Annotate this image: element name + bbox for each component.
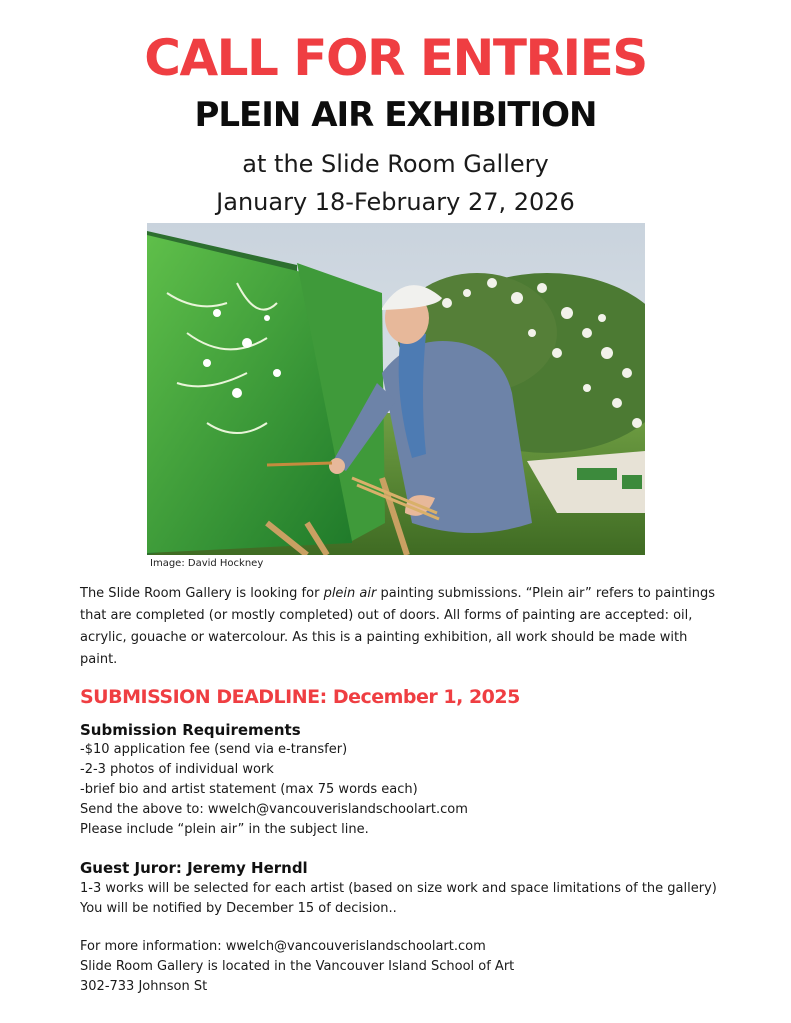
intro-paragraph	[80, 583, 720, 671]
juror-line: 1-3 works will be selected for each artist (based on size work and space limitations of the gallery)	[80, 881, 717, 896]
hero-photo	[147, 223, 645, 555]
intro-text-2: painting submissions. “Plein air” refers to paintings that are completed (or mostly completed) out of doors. All forms of painting are accepted: oil, acrylic, gouache or watercolour. As this is a painting exhibition, all work should be made with paint.	[80, 586, 716, 667]
requirement-line: -$10 application fee (send via e-transfer)	[80, 742, 348, 757]
info-line: 302-733 Johnson St	[80, 979, 208, 994]
image-caption: Image: David Hockney	[150, 558, 264, 569]
venue: at the Slide Room Gallery	[242, 150, 549, 178]
submission-deadline: SUBMISSION DEADLINE: December 1, 2025	[80, 686, 520, 708]
subhead: PLEIN AIR EXHIBITION	[194, 95, 597, 135]
requirement-line: Send the above to: wwelch@vancouverislandschoolart.com	[80, 802, 468, 817]
info-line: For more information: wwelch@vancouverislandschoolart.com	[80, 939, 486, 954]
requirement-line: -brief bio and artist statement (max 75 words each)	[80, 782, 418, 797]
headline: CALL FOR ENTRIES	[144, 29, 647, 87]
requirement-line: -2-3 photos of individual work	[80, 762, 274, 777]
exhibition-dates: January 18-February 27, 2026	[216, 188, 575, 216]
requirement-line: Please include “plein air” in the subject line.	[80, 822, 369, 837]
requirements-title: Submission Requirements	[80, 721, 301, 739]
info-line: Slide Room Gallery is located in the Vancouver Island School of Art	[80, 959, 515, 974]
intro-text-1: The Slide Room Gallery is looking for	[80, 586, 324, 601]
juror-line: You will be notified by December 15 of decision..	[80, 901, 397, 916]
intro-emphasis: plein air	[323, 586, 377, 601]
juror-title: Guest Juror: Jeremy Herndl	[80, 859, 308, 877]
